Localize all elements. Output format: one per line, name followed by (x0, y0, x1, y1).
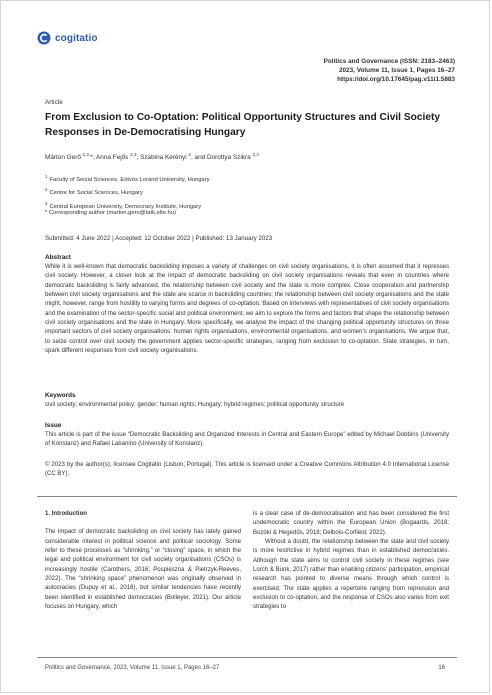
issue-heading: Issue (45, 422, 62, 429)
publication-dates: Submitted: 4 June 2022 | Accepted: 12 October 2022 | Published: 13 January 2023 (45, 235, 273, 242)
author-name: Szabina Kerényi (140, 154, 187, 162)
author-affil: 2,3 (252, 152, 259, 157)
section-divider (37, 496, 457, 497)
body-left-column (45, 510, 241, 612)
article-type: Article (45, 99, 63, 106)
body-paragraph: is a clear case of de-democratisation and has been considered the first undemocratic country within the European Union (Bogaards, 2018; Bozóki & Hegedűs, 2018; Delbois-Corfield, 2022). (253, 511, 449, 536)
publisher-name: cogitatio (55, 32, 98, 44)
abstract-heading: Abstract (45, 254, 71, 261)
affiliation-item (45, 172, 209, 185)
footer-citation: Politics and Governance, 2023, Volume 11, Issue 1, Pages 16–27 (45, 665, 220, 671)
keywords-text: civil society; environmental policy; gender; human rights; Hungary; hybrid regimes; political opportunity structure (45, 402, 345, 408)
affiliation-text: Centre for Social Sciences, Hungary (49, 190, 143, 197)
affiliation-text: Faculty of Social Sciences, Eötvös Loránd University, Hungary (49, 176, 210, 183)
author-affil: 2,3 (130, 152, 137, 157)
journal-issn: Politics and Governance (ISSN: 2183–2463) (323, 58, 455, 65)
page-number: 16 (438, 665, 445, 671)
journal-volume: 2023, Volume 11, Issue 1, Pages 16–27 (338, 66, 455, 74)
affiliation-text: Central European University, Democracy Institute, Hungary (49, 203, 202, 210)
affiliations (45, 172, 209, 212)
introduction-heading: 1. Introduction (45, 511, 87, 517)
body-right-column (253, 510, 449, 613)
author-name: Anna Fejős (96, 154, 129, 162)
affiliation-number: 1 (45, 174, 48, 179)
footer-divider (37, 657, 457, 658)
body-paragraph: The impact of democratic backsliding on civil society has lately gained considerable interest in political science and political sociology. Some refer to these processes as “shrinking,” or “closing” space, in which the legal and political environment for civil society organisations (CSOs) is increasingly hostile (Carothers, 2016; Pospieszna & Pietrzyk-Reeves, 2022). The “shrinking space” phenomenon was originally observed in autocracies (Dupuy et al., 2016), but similar tendencies have recently been identified in established democracies (Bolleyer, 2021). Our article focuses on Hungary, which (45, 529, 241, 611)
affiliation-item (45, 185, 209, 198)
affiliation-number: 2 (45, 187, 48, 193)
abstract-text: While it is well-known that democratic backsliding imposes a variety of challenges on civil society organisations, it is often assumed that it represses civil society. However, a closer look at the impact of democratic backsliding on civil society organisations reveals that even in countries where democratic backsliding is fairly advanced, the relationship between civil society and the state is more complex. Close cooperation and partnership between civil society organisations and the state are scarce in backsliding countries; the relationship between civil society organisations and the state might, however, range from hostility to varying forms and degrees of co-optation. Based on interviews with representatives of civil society organisations and the examination of the sector-specific social and political environment, we aim to explore the forms and factors that shape the relationship between civil society organisations and the state in Hungary. More specifically, we analyse the impact of the changing political opportunity structures on three important sectors of civil society organisations: human rights organisations, environmental organisations, and women’s organisations. We argue that, to seize control over civil society the government applies sector-specific strategies, ranging from exclusion to co-optation. State strategies, in turn, spark different responses from civil society organisations. (45, 264, 449, 355)
keywords-heading: Keywords (45, 392, 76, 399)
author-affil: 1,2, (82, 152, 91, 157)
journal-info (324, 58, 455, 84)
article-title: From Exclusion to Co-Optation: Political Opportunity Structures and Civil Society Responses in De-Democratising Hungary (45, 112, 441, 138)
corresponding-author[interactable]: * Corresponding author (marton.gero@tatk.elte.hu) (45, 210, 176, 216)
author-name: Márton Gerő (45, 154, 81, 162)
body-paragraph: Without a doubt, the relationship between the state and civil society is more restrictive in hybrid regimes than in established democracies. Although the state aims to control civil society in these regimes (see Lorch & Bunk, 2017) rather than enabling citizens’ participation, empirical research has pointed to diverse means through which control is exercised. The state applies a repertoire ranging from repression and exclusion to co-optation, and the response of CSOs also varies from exit strategies to (253, 539, 449, 611)
author-list: Márton Gerő $^{1,2,}$*, Anna Fejős $^{2,3}$, Szabina Kerényi $^2$, and Dorottya Szikra $^{2,3}$ (45, 152, 259, 162)
cogitatio-logo-icon (37, 31, 51, 45)
doi-link[interactable]: https://doi.org/10.17645/pag.v11i1.5883 (337, 75, 455, 83)
license-text: © 2023 by the author(s); licensee Cogitatio (Lisbon, Portugal). This article is licensed under a Creative Commons Attribution 4.0 International License (CC BY). (45, 462, 449, 478)
corresponding-star: * (90, 154, 93, 162)
issue-text: This article is part of the issue “Democratic Backsliding and Organized Interests in Central and Eastern Europe” edited by Michael Dobbins (University of Konstanz) and Rafael Labanino (University of Konstanz). (45, 432, 449, 448)
affiliation-number: 3 (45, 200, 48, 206)
publisher-logo[interactable] (37, 31, 98, 45)
author-affil: 2 (188, 152, 191, 157)
author-name: Dorottya Szikra (206, 154, 251, 162)
